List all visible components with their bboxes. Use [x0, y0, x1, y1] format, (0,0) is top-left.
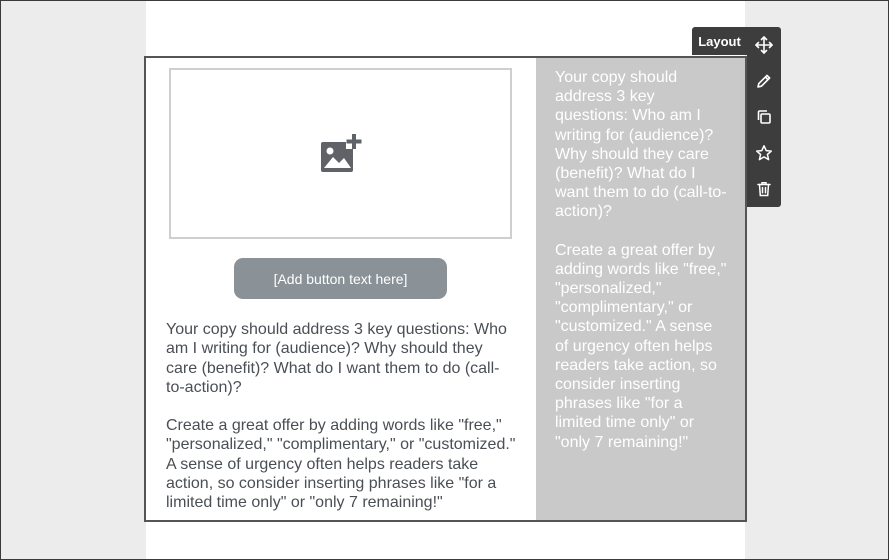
- add-image-icon: [319, 132, 363, 176]
- duplicate-icon: [755, 108, 773, 126]
- favorite-button[interactable]: [747, 136, 781, 170]
- edit-button[interactable]: [747, 64, 781, 98]
- move-button[interactable]: [747, 28, 781, 62]
- left-paragraph: Your copy should address 3 key questions: Who am I writing for (audience)? Why should they care (benefit)? What do I want them to do (call-to-action)?: [166, 321, 507, 396]
- layout-block[interactable]: [144, 56, 747, 522]
- favorite-icon: [755, 144, 773, 162]
- left-column[interactable]: [146, 58, 536, 520]
- image-placeholder[interactable]: [169, 68, 512, 239]
- right-column[interactable]: [536, 58, 745, 520]
- block-toolbar: [747, 27, 781, 207]
- duplicate-button[interactable]: [747, 100, 781, 134]
- move-icon: [754, 35, 774, 55]
- delete-button[interactable]: [747, 172, 781, 206]
- layout-tab-label: Layout: [692, 27, 747, 55]
- edit-icon: [755, 72, 773, 90]
- right-paragraph: Create a great offer by adding words like "free," "personalized," "complimentary," or "customized." A sense of urgency often helps readers take action, so consider inserting phrases like "for a limited time only" or "only 7 remaining!": [555, 241, 727, 451]
- left-copy-text[interactable]: [166, 320, 518, 532]
- left-paragraph: Create a great offer by adding words like "free," "personalized," "complimentary," or "customized." A sense of urgency often helps readers take action, so consider inserting phrases like "for a limited time only" or "only 7 remaining!": [166, 417, 516, 512]
- delete-icon: [755, 180, 773, 198]
- right-copy-text[interactable]: [555, 68, 727, 471]
- cta-button[interactable]: [Add button text here]: [234, 258, 447, 299]
- right-paragraph: Your copy should address 3 key questions: Who am I writing for (audience)? Why should they care (benefit)? What do I want them to do (call-to-action)?: [555, 69, 727, 221]
